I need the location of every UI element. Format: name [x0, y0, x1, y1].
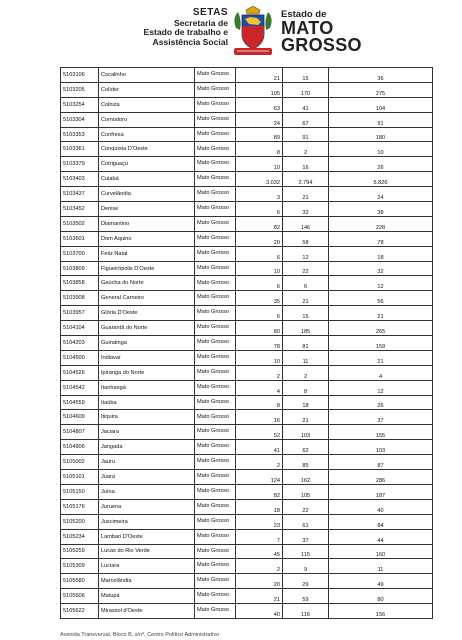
count-a-cell: 40 [236, 604, 283, 619]
municipality-name-cell: Colniza [99, 97, 195, 112]
municipality-code-cell: 5103205 [61, 82, 99, 97]
municipality-name-cell: General Carneiro [99, 291, 195, 306]
total-cell: 49 [329, 574, 433, 589]
municipality-code-cell: 5105200 [61, 514, 99, 529]
count-a-cell: 6 [236, 306, 283, 321]
count-b-cell: 8 [283, 380, 329, 395]
count-a-cell: 23 [236, 514, 283, 529]
total-cell: 187 [329, 484, 433, 499]
municipality-code-cell: 5104609 [61, 410, 99, 425]
municipality-name-cell: Diamantino [99, 216, 195, 231]
total-cell: 37 [329, 410, 433, 425]
count-a-cell: 82 [236, 484, 283, 499]
table-row [61, 142, 433, 157]
municipality-code-cell: 5103304 [61, 112, 99, 127]
count-b-cell: 21 [283, 187, 329, 202]
municipality-code-cell: 5104104 [61, 321, 99, 336]
state-cell: Mato Grosso [195, 276, 236, 291]
municipality-name-cell: Ipiranga do Norte [99, 365, 195, 380]
state-cell: Mato Grosso [195, 216, 236, 231]
state-cell: Mato Grosso [195, 127, 236, 142]
municipality-name-cell: Figueirópolis D'Oeste [99, 261, 195, 276]
municipality-name-cell: Marcelândia [99, 574, 195, 589]
table-row [61, 410, 433, 425]
total-cell: 56 [329, 291, 433, 306]
table-row [61, 484, 433, 499]
municipality-code-cell: 5104203 [61, 336, 99, 351]
count-b-cell: 115 [283, 544, 329, 559]
table-row [61, 529, 433, 544]
total-cell: 228 [329, 216, 433, 231]
total-cell: 275 [329, 82, 433, 97]
state-cell: Mato Grosso [195, 321, 236, 336]
state-cell: Mato Grosso [195, 365, 236, 380]
municipality-name-cell: Curvelândia [99, 187, 195, 202]
municipality-name-cell: Itaúba [99, 395, 195, 410]
count-b-cell: 18 [283, 395, 329, 410]
state-cell: Mato Grosso [195, 157, 236, 172]
total-cell: 5.826 [329, 172, 433, 187]
total-cell: 78 [329, 231, 433, 246]
total-cell: 11 [329, 559, 433, 574]
municipality-name-cell: Comodoro [99, 112, 195, 127]
municipality-code-cell: 5105101 [61, 470, 99, 485]
table-row [61, 514, 433, 529]
count-a-cell: 24 [236, 112, 283, 127]
count-a-cell: 78 [236, 336, 283, 351]
table-row [61, 157, 433, 172]
state-cell: Mato Grosso [195, 410, 236, 425]
total-cell: 26 [329, 395, 433, 410]
state-cell: Mato Grosso [195, 350, 236, 365]
municipality-name-cell: Colíder [99, 82, 195, 97]
municipality-code-cell: 5104807 [61, 425, 99, 440]
table-row [61, 455, 433, 470]
municipality-name-cell: Jauru [99, 455, 195, 470]
municipality-table [60, 67, 433, 619]
state-cell: Mato Grosso [195, 246, 236, 261]
municipality-code-cell: 5103957 [61, 306, 99, 321]
state-cell: Mato Grosso [195, 455, 236, 470]
page-header [0, 0, 462, 64]
count-b-cell: 15 [283, 68, 329, 83]
municipality-name-cell: Conquista D'Oeste [99, 142, 195, 157]
count-b-cell: 61 [283, 514, 329, 529]
count-a-cell: 2 [236, 365, 283, 380]
total-cell: 26 [329, 157, 433, 172]
municipality-name-cell: Cocalinho [99, 68, 195, 83]
state-cell: Mato Grosso [195, 425, 236, 440]
table-row [61, 127, 433, 142]
count-b-cell: 2.794 [283, 172, 329, 187]
total-cell: 12 [329, 276, 433, 291]
table-row [61, 321, 433, 336]
table-row [61, 82, 433, 97]
state-cell: Mato Grosso [195, 544, 236, 559]
total-cell: 40 [329, 499, 433, 514]
municipality-code-cell: 5103908 [61, 291, 99, 306]
count-b-cell: 170 [283, 82, 329, 97]
municipality-code-cell: 5104500 [61, 350, 99, 365]
total-cell: 160 [329, 544, 433, 559]
total-cell: 103 [329, 440, 433, 455]
count-b-cell: 6 [283, 276, 329, 291]
count-a-cell: 124 [236, 470, 283, 485]
table-row [61, 112, 433, 127]
total-cell: 80 [329, 589, 433, 604]
total-cell: 159 [329, 336, 433, 351]
count-b-cell: 62 [283, 440, 329, 455]
municipality-code-cell: 5105606 [61, 589, 99, 604]
total-cell: 156 [329, 604, 433, 619]
table-row [61, 604, 433, 619]
table-row [61, 276, 433, 291]
total-cell: 286 [329, 470, 433, 485]
state-cell: Mato Grosso [195, 470, 236, 485]
count-a-cell: 2 [236, 559, 283, 574]
count-a-cell: 7 [236, 529, 283, 544]
municipality-name-cell: Feliz Natal [99, 246, 195, 261]
municipality-code-cell: 5103700 [61, 246, 99, 261]
count-b-cell: 185 [283, 321, 329, 336]
state-cell: Mato Grosso [195, 604, 236, 619]
table-row [61, 291, 433, 306]
table-row [61, 231, 433, 246]
total-cell: 36 [329, 68, 433, 83]
municipality-code-cell: 5104559 [61, 395, 99, 410]
total-cell: 21 [329, 306, 433, 321]
state-cell: Mato Grosso [195, 395, 236, 410]
municipality-code-cell: 5103379 [61, 157, 99, 172]
municipality-code-cell: 5103502 [61, 216, 99, 231]
municipality-code-cell: 5105309 [61, 559, 99, 574]
total-cell: 91 [329, 112, 433, 127]
municipality-code-cell: 5105580 [61, 574, 99, 589]
total-cell: 24 [329, 187, 433, 202]
count-a-cell: 52 [236, 425, 283, 440]
table-row [61, 440, 433, 455]
table-row [61, 261, 433, 276]
total-cell: 87 [329, 455, 433, 470]
total-cell: 10 [329, 142, 433, 157]
municipality-name-cell: Confresa [99, 127, 195, 142]
count-b-cell: 58 [283, 231, 329, 246]
municipality-code-cell: 5103106 [61, 68, 99, 83]
municipality-code-cell: 5103403 [61, 172, 99, 187]
estado-label: Estado de [281, 9, 327, 20]
count-b-cell: 146 [283, 216, 329, 231]
state-cell: Mato Grosso [195, 484, 236, 499]
table-row [61, 68, 433, 83]
state-cell: Mato Grosso [195, 231, 236, 246]
municipality-name-cell: Juína [99, 484, 195, 499]
state-cell: Mato Grosso [195, 82, 236, 97]
state-cell: Mato Grosso [195, 202, 236, 217]
state-cell: Mato Grosso [195, 514, 236, 529]
count-a-cell: 35 [236, 291, 283, 306]
total-cell: 32 [329, 261, 433, 276]
count-a-cell: 21 [236, 68, 283, 83]
state-cell: Mato Grosso [195, 68, 236, 83]
municipality-name-cell: Matupá [99, 589, 195, 604]
table-row [61, 574, 433, 589]
total-cell: 180 [329, 127, 433, 142]
count-a-cell: 6 [236, 246, 283, 261]
total-cell: 265 [329, 321, 433, 336]
total-cell: 12 [329, 380, 433, 395]
municipality-code-cell: 5104906 [61, 440, 99, 455]
count-a-cell: 8 [236, 142, 283, 157]
municipality-name-cell: Lambari D'Oeste [99, 529, 195, 544]
total-cell: 18 [329, 246, 433, 261]
municipality-name-cell: Itanhangá [99, 380, 195, 395]
municipality-code-cell: 5105259 [61, 544, 99, 559]
state-cell: Mato Grosso [195, 380, 236, 395]
municipality-name-cell: Dom Aquino [99, 231, 195, 246]
count-b-cell: 9 [283, 559, 329, 574]
table-row [61, 365, 433, 380]
table-row [61, 559, 433, 574]
count-b-cell: 67 [283, 112, 329, 127]
count-a-cell: 8 [236, 395, 283, 410]
count-b-cell: 16 [283, 157, 329, 172]
state-cell: Mato Grosso [195, 589, 236, 604]
secretaria-line: Secretaria de [174, 17, 228, 28]
count-b-cell: 32 [283, 202, 329, 217]
municipality-name-cell: Cuiabá [99, 172, 195, 187]
total-cell: 21 [329, 350, 433, 365]
state-cell: Mato Grosso [195, 291, 236, 306]
count-a-cell: 10 [236, 261, 283, 276]
count-b-cell: 15 [283, 306, 329, 321]
municipality-code-cell: 5105176 [61, 499, 99, 514]
municipality-name-cell: Mirassol d'Oeste [99, 604, 195, 619]
count-a-cell: 4 [236, 380, 283, 395]
count-a-cell: 10 [236, 350, 283, 365]
count-a-cell: 2 [236, 455, 283, 470]
state-cell: Mato Grosso [195, 499, 236, 514]
municipality-code-cell: 5103361 [61, 142, 99, 157]
municipality-name-cell: Gaúcha do Norte [99, 276, 195, 291]
municipality-code-cell: 5103809 [61, 261, 99, 276]
count-b-cell: 22 [283, 499, 329, 514]
table-row [61, 306, 433, 321]
municipality-name-cell: Juara [99, 470, 195, 485]
table-row [61, 202, 433, 217]
table-row [61, 470, 433, 485]
count-b-cell: 105 [283, 484, 329, 499]
state-cell: Mato Grosso [195, 112, 236, 127]
municipality-name-cell: Guarantã do Norte [99, 321, 195, 336]
table-row [61, 246, 433, 261]
state-name-line: GROSSO [281, 35, 362, 55]
municipality-code-cell: 5103452 [61, 202, 99, 217]
count-a-cell: 20 [236, 574, 283, 589]
state-cell: Mato Grosso [195, 142, 236, 157]
municipality-name-cell: Lucas do Rio Verde [99, 544, 195, 559]
count-b-cell: 37 [283, 529, 329, 544]
count-b-cell: 12 [283, 246, 329, 261]
table-row [61, 380, 433, 395]
count-b-cell: 81 [283, 336, 329, 351]
secretaria-line: Assistência Social [152, 36, 228, 47]
table-row [61, 97, 433, 112]
municipality-name-cell: Guiratinga [99, 336, 195, 351]
state-cell: Mato Grosso [195, 306, 236, 321]
municipality-code-cell: 5104526 [61, 365, 99, 380]
table-row [61, 350, 433, 365]
municipality-name-cell: Indiavaí [99, 350, 195, 365]
municipality-code-cell: 5105150 [61, 484, 99, 499]
count-a-cell: 3.032 [236, 172, 283, 187]
count-b-cell: 41 [283, 97, 329, 112]
count-a-cell: 105 [236, 82, 283, 97]
total-cell: 155 [329, 425, 433, 440]
municipality-code-cell: 5103858 [61, 276, 99, 291]
count-a-cell: 16 [236, 410, 283, 425]
municipality-name-cell: Glória D'Oeste [99, 306, 195, 321]
count-a-cell: 6 [236, 276, 283, 291]
count-b-cell: 103 [283, 425, 329, 440]
count-b-cell: 11 [283, 350, 329, 365]
count-b-cell: 91 [283, 127, 329, 142]
total-cell: 4 [329, 365, 433, 380]
municipality-code-cell: 5105002 [61, 455, 99, 470]
count-a-cell: 6 [236, 202, 283, 217]
state-heading [281, 10, 362, 54]
state-cell: Mato Grosso [195, 440, 236, 455]
table-row [61, 589, 433, 604]
total-cell: 84 [329, 514, 433, 529]
table-row [61, 336, 433, 351]
municipality-code-cell: 5105234 [61, 529, 99, 544]
count-a-cell: 21 [236, 589, 283, 604]
state-cell: Mato Grosso [195, 559, 236, 574]
municipality-code-cell: 5103254 [61, 97, 99, 112]
count-a-cell: 41 [236, 440, 283, 455]
count-b-cell: 2 [283, 365, 329, 380]
state-name-line: MATO [281, 18, 334, 38]
municipality-name-cell: Jangada [99, 440, 195, 455]
count-a-cell: 45 [236, 544, 283, 559]
table-row [61, 187, 433, 202]
municipality-code-cell: 5104542 [61, 380, 99, 395]
count-b-cell: 22 [283, 261, 329, 276]
municipality-code-cell: 5105622 [61, 604, 99, 619]
municipality-name-cell: Juscimeira [99, 514, 195, 529]
count-a-cell: 63 [236, 97, 283, 112]
count-b-cell: 162 [283, 470, 329, 485]
count-a-cell: 80 [236, 321, 283, 336]
municipality-code-cell: 5103353 [61, 127, 99, 142]
count-a-cell: 20 [236, 231, 283, 246]
count-a-cell: 82 [236, 216, 283, 231]
municipality-name-cell: Juruena [99, 499, 195, 514]
secretaria-heading [110, 8, 228, 47]
count-b-cell: 2 [283, 142, 329, 157]
state-cell: Mato Grosso [195, 261, 236, 276]
municipality-name-cell: Jaciara [99, 425, 195, 440]
municipality-code-cell: 5103437 [61, 187, 99, 202]
municipality-code-cell: 5103601 [61, 231, 99, 246]
table-row [61, 499, 433, 514]
total-cell: 44 [329, 529, 433, 544]
state-cell: Mato Grosso [195, 97, 236, 112]
org-acronym: SETAS [192, 7, 228, 18]
page-footer: Avenida Transversal, Bloco B, s/nº, Centro Político Administrativo [60, 632, 220, 638]
count-b-cell: 85 [283, 455, 329, 470]
state-coat-of-arms-icon [230, 6, 276, 60]
table-row [61, 395, 433, 410]
state-cell: Mato Grosso [195, 187, 236, 202]
municipality-name-cell: Luciara [99, 559, 195, 574]
state-cell: Mato Grosso [195, 529, 236, 544]
secretaria-line: Estado de trabalho e [143, 27, 228, 38]
municipality-name-cell: Cotriguaçu [99, 157, 195, 172]
total-cell: 38 [329, 202, 433, 217]
count-a-cell: 3 [236, 187, 283, 202]
count-b-cell: 21 [283, 291, 329, 306]
count-a-cell: 89 [236, 127, 283, 142]
table-row [61, 544, 433, 559]
municipality-name-cell: Itiquira [99, 410, 195, 425]
count-b-cell: 59 [283, 589, 329, 604]
count-b-cell: 21 [283, 410, 329, 425]
state-cell: Mato Grosso [195, 336, 236, 351]
municipality-name-cell: Denise [99, 202, 195, 217]
count-b-cell: 29 [283, 574, 329, 589]
table-row [61, 425, 433, 440]
table-row [61, 216, 433, 231]
state-cell: Mato Grosso [195, 574, 236, 589]
total-cell: 104 [329, 97, 433, 112]
state-cell: Mato Grosso [195, 172, 236, 187]
count-a-cell: 18 [236, 499, 283, 514]
count-a-cell: 10 [236, 157, 283, 172]
count-b-cell: 116 [283, 604, 329, 619]
table-row [61, 172, 433, 187]
